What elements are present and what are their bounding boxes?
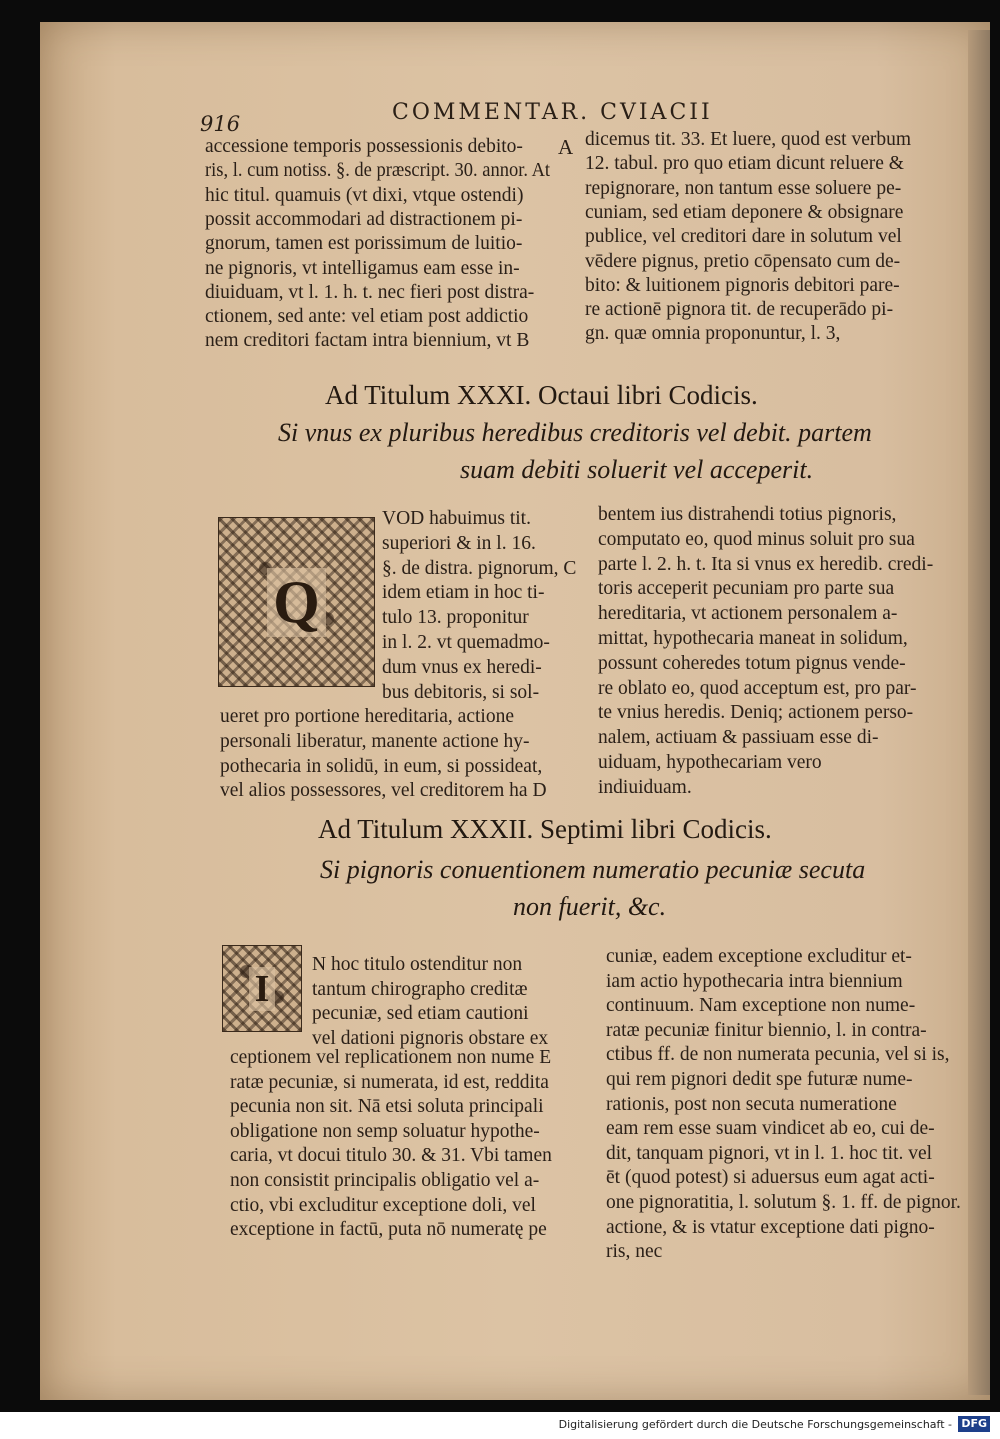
text-line: cuniam, sed etiam deponere & obsignare: [585, 201, 904, 223]
text-line: publice, vel creditori dare in solutum vel: [585, 226, 902, 248]
text-line: uiduam, hypothecariam vero: [598, 752, 822, 773]
text-line: iam actio hypothecaria intra biennium: [606, 970, 903, 992]
text-line: obligatione non semp soluatur hypothe-: [230, 1120, 540, 1142]
text-line: computato eo, quod minus soluit pro sua: [598, 528, 915, 550]
title2-subtitle-line1: Si pignoris conuentionem numeratio pecuniæ secuta: [320, 855, 866, 884]
title2-heading: Ad Titulum XXXII. Septimi libri Codicis.: [318, 814, 772, 844]
initial-letter-i: I: [249, 967, 276, 1011]
text-line: bus debitoris, si sol-: [382, 681, 540, 703]
text-line: vel dationi pignoris obstare ex: [312, 1027, 549, 1049]
text-line: actione, & is vtatur exceptione dati pigno-: [606, 1216, 935, 1238]
text-line: N hoc titulo ostenditur non: [312, 954, 523, 975]
decorated-initial-i: [222, 945, 302, 1032]
text-line: caria, vt docui titulo 30. & 31. Vbi tamen: [230, 1145, 552, 1167]
text-line: ratæ pecuniæ, si numerata, id est, reddita: [230, 1071, 549, 1093]
text-line: ne pignoris, vt intelligamus eam esse in-: [205, 257, 520, 279]
decorated-initial-q: [218, 517, 375, 687]
text-line: re oblato eo, quod acceptum est, pro par-: [598, 677, 917, 699]
text-line: idem etiam in hoc ti-: [382, 582, 545, 604]
text-line: one pignoratitia, l. solutum §. 1. ff. de pignor.: [606, 1192, 961, 1213]
text-line: tulo 13. proponitur: [382, 607, 529, 629]
text-line: gn. quæ omnia proponuntur, l. 3,: [585, 323, 841, 345]
text-line: pecunia non sit. Nā etsi soluta principali: [230, 1096, 544, 1118]
text-line: ēt (quod potest) si aduersus eum agat acti-: [606, 1167, 935, 1189]
text-line: ceptionem vel replicationem non nume E: [230, 1047, 552, 1068]
text-line: continuum. Nam exceptione non nume-: [606, 995, 916, 1017]
text-line: ris, l. cum notiss. §. de præscript. 30. annor. At: [205, 160, 551, 182]
text-line: toris acceperit pecuniam pro parte sua: [598, 578, 895, 600]
text-line: tantum chirographo creditæ: [312, 978, 528, 1000]
text-line: ctibus ff. de non numerata pecunia, vel si is,: [606, 1044, 950, 1066]
title2-subtitle-line2: non fuerit, &c.: [513, 892, 667, 921]
text-line: bentem ius distrahendi totius pignoris,: [598, 504, 897, 525]
text-line: exceptione in factū, puta nō numeratę pe: [230, 1219, 547, 1241]
text-line: parte l. 2. h. t. Ita si vnus ex heredib. credi-: [598, 553, 934, 575]
initial-letter: Q: [267, 568, 326, 637]
text-line: indiuiduam.: [598, 776, 692, 798]
page-number: 916: [200, 112, 241, 136]
text-line: §. de distra. pignorum, C: [382, 557, 577, 579]
text-line: personali liberatur, manente actione hy-: [220, 730, 530, 752]
footer-credit: Digitalisierung gefördert durch die Deutsche Forschungsgemeinschaft -: [558, 1418, 952, 1431]
text-line: superiori & in l. 16.: [382, 532, 536, 554]
text-line: cuniæ, eadem exceptione excluditur et-: [606, 946, 912, 967]
text-line: nem creditori factam intra biennium, vt B: [205, 330, 530, 352]
text-line: pothecaria in solidū, in eum, si possideat,: [220, 755, 543, 777]
margin-letter-a: A: [558, 135, 574, 159]
text-line: hereditaria, vt actionem personalem a-: [598, 603, 898, 625]
text-line: re actionē pignora tit. de recuperādo pi-: [585, 299, 894, 321]
text-line: ratæ pecuniæ finitur biennio, l. in contra-: [606, 1019, 927, 1041]
text-line: dum vnus ex heredi-: [382, 656, 542, 678]
title1-subtitle-line1: Si vnus ex pluribus heredibus creditoris vel debit. partem: [278, 418, 872, 447]
text-line: eam rem esse suam vindicet ab eo, cui de-: [606, 1118, 935, 1140]
text-line: 12. tabul. pro quo etiam dicunt reluere &: [585, 153, 904, 175]
text-line: non consistit principalis obligatio vel a-: [230, 1170, 540, 1191]
text-line: te vnius heredis. Deniq; actionem perso-: [598, 702, 914, 724]
text-line: ris, nec: [606, 1241, 663, 1263]
text-line: accessione temporis possessionis debito-: [205, 136, 523, 157]
text-line: pecuniæ, sed etiam cautioni: [312, 1003, 529, 1025]
text-line: nalem, actiuam & passiuam esse di-: [598, 727, 879, 749]
text-line: ueret pro portione hereditaria, actione: [220, 706, 514, 727]
text-line: vēdere pignus, pretio cōpensato cum de-: [585, 250, 901, 272]
page-edge: [968, 30, 990, 1395]
text-line: in l. 2. vt quemadmo-: [382, 632, 550, 653]
text-line: hic titul. quamuis (vt dixi, vtque ostendi): [205, 184, 524, 206]
text-line: repignorare, non tantum esse soluere pe-: [585, 177, 902, 199]
text-line: vel alios possessores, vel creditorem ha D: [220, 780, 547, 802]
text-line: bito: & luitionem pignoris debitori pare-: [585, 274, 900, 296]
text-line: mittat, hypothecaria maneat in solidum,: [598, 628, 908, 649]
text-line: gnorum, tamen est porissimum de luitio-: [205, 233, 523, 255]
text-line: dit, tanquam pignori, vt in l. 1. hoc tit. vel: [606, 1142, 933, 1164]
text-line: diuiduam, vt l. 1. h. t. nec fieri post distra-: [205, 281, 535, 303]
running-title: COMMENTAR. CVIACII: [392, 100, 713, 125]
text-line: possunt coheredes totum pignus vende-: [598, 652, 906, 674]
title1-heading: Ad Titulum XXXI. Octaui libri Codicis.: [325, 380, 758, 410]
text-line: qui rem pignori dedit spe futuræ nume-: [606, 1069, 913, 1090]
dfg-logo: DFG: [958, 1416, 990, 1432]
text-line: ctionem, sed ante: vel etiam post addictio: [205, 306, 529, 328]
text-line: possit accommodari ad distractionem pi-: [205, 208, 523, 230]
title1-subtitle-line2: suam debiti soluerit vel acceperit.: [460, 455, 814, 484]
text-line: VOD habuimus tit.: [382, 508, 531, 529]
text-line: dicemus tit. 33. Et luere, quod est verbum: [585, 129, 912, 150]
text-line: rationis, post non secuta numeratione: [606, 1093, 897, 1115]
text-line: ctio, vbi excluditur exceptione doli, vel: [230, 1194, 536, 1216]
